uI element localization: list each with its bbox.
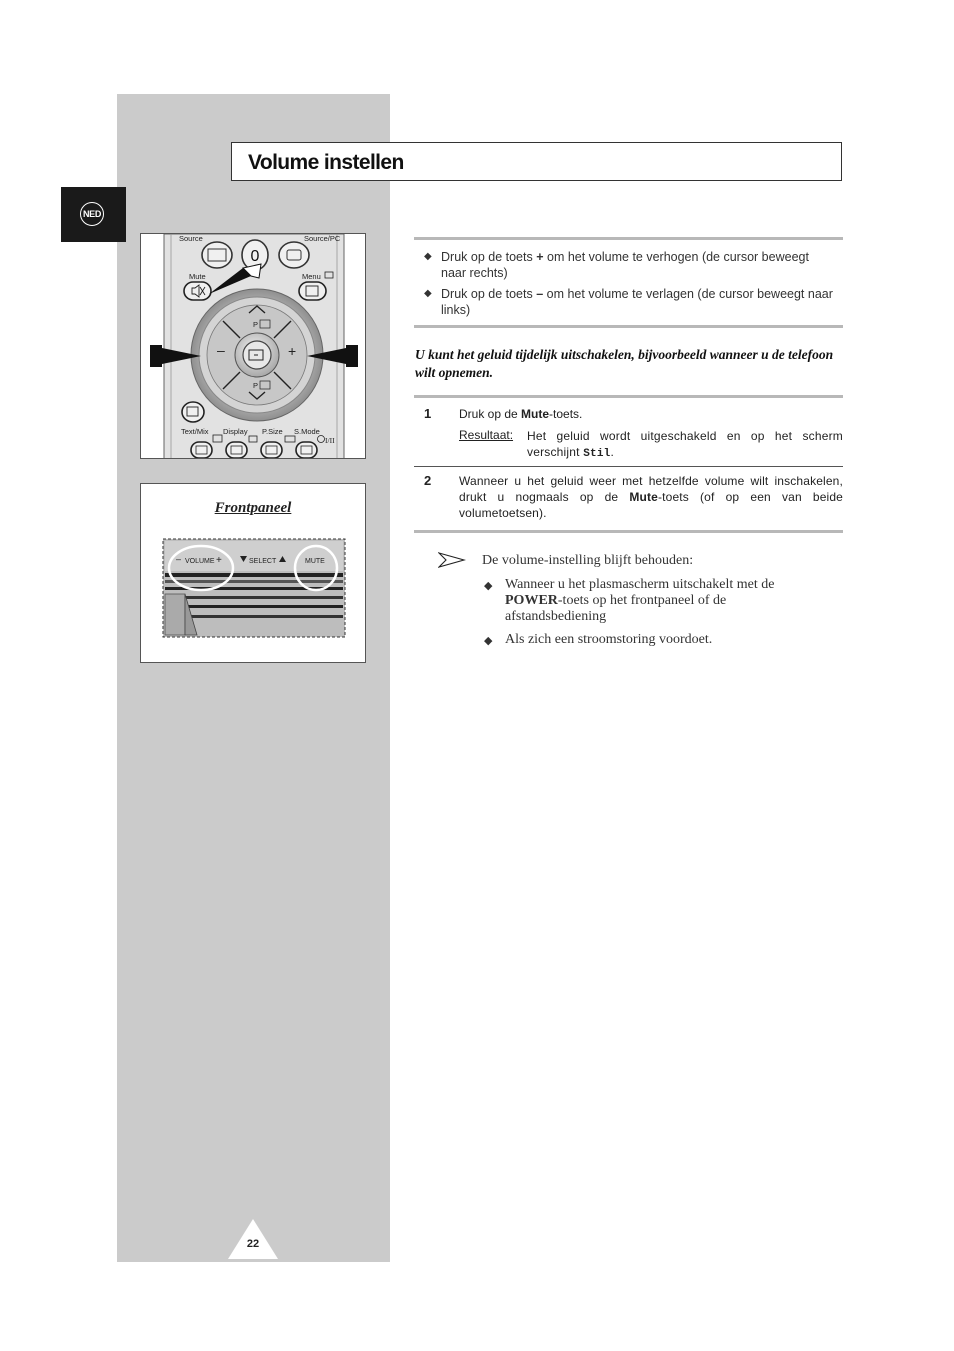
step-2-text: Wanneer u het geluid weer met hetzelfde volume wilt inschakelen, drukt u nogmaals op de Mute-toets (of op een van beide volumetoetsen).	[459, 474, 843, 520]
menu-label: Menu	[302, 272, 321, 281]
page-number: 22	[246, 1238, 260, 1250]
title-box	[231, 142, 842, 181]
step-1-text: Druk op de Mute-toets.	[459, 407, 583, 421]
diamond-bullet-icon: ◆	[484, 635, 493, 647]
display-button[interactable]	[226, 442, 247, 458]
source-button[interactable]	[202, 242, 232, 268]
smode-label: S.Mode	[294, 427, 320, 436]
front-mute-label: MUTE	[305, 558, 325, 565]
left-pointer-block	[150, 345, 162, 367]
step-1-number: 1	[424, 406, 432, 421]
rule-steps-top	[414, 395, 843, 398]
source-pc-button[interactable]	[279, 242, 309, 268]
diamond-bullet-icon: ◆	[424, 251, 432, 262]
display-label: Display	[223, 427, 248, 436]
source-label: Source	[179, 234, 203, 243]
tip-heading: De volume-instelling blijft behouden:	[482, 553, 694, 568]
rule-top	[414, 237, 843, 240]
tip-item-1: ◆ Wanneer u het plasmascherm uitschakelt met de POWER-toets op het frontpaneel of de afstandsbediening	[484, 577, 775, 624]
front-select-label: SELECT	[249, 558, 277, 565]
mute-label: Mute	[189, 272, 206, 281]
p-down-label: P	[253, 381, 259, 390]
zero-label: 0	[250, 248, 260, 265]
front-minus-label: –	[176, 554, 182, 564]
tip-item-2: ◆ Als zich een stroomstoring voordoet.	[484, 632, 713, 647]
text-mix-label: Text/Mix	[181, 427, 209, 436]
volume-plus-label: +	[288, 343, 297, 359]
step-1-result-label: Resultaat:	[459, 428, 514, 442]
mute-note: U kunt het geluid tijdelijk uitschakelen, bijvoorbeeld wanneer u de telefoon wilt opnemen.	[415, 347, 834, 380]
source-pc-label: Source/PC	[304, 234, 341, 243]
volume-minus-label: –	[217, 342, 225, 358]
psize-label: P.Size	[262, 427, 283, 436]
page-title: Volume instellen	[248, 151, 404, 174]
mute-button[interactable]	[184, 282, 211, 300]
tip-arrow-icon	[438, 552, 466, 568]
front-panel-title: Frontpaneel	[214, 500, 292, 516]
text-mix-button[interactable]	[182, 402, 204, 422]
front-panel-drawing	[141, 484, 367, 664]
rule-between-steps	[414, 466, 843, 467]
menu-button[interactable]	[299, 282, 326, 300]
diamond-bullet-icon: ◆	[424, 288, 432, 299]
front-plus-label: +	[216, 555, 222, 566]
diamond-bullet-icon: ◆	[484, 580, 493, 592]
front-volume-label: VOLUME	[185, 558, 215, 565]
front-panel-box	[140, 483, 366, 663]
rule-after-bullets	[414, 325, 843, 328]
psize-button[interactable]	[261, 442, 282, 458]
step-1-result-text: Het geluid wordt uitgeschakeld en op het scherm verschijnt Stil.	[527, 429, 843, 460]
volume-bullet-down: ◆ Druk op de toets – om het volume te verlagen (de cursor beweegt naar links)	[424, 287, 833, 317]
text-mix-bottom-button[interactable]	[191, 442, 212, 458]
smode-button[interactable]	[296, 442, 317, 458]
right-pointer-block	[346, 345, 358, 367]
remote-illustration	[140, 233, 366, 459]
dual-label: I/II	[325, 436, 335, 445]
remote-drawing	[141, 234, 366, 459]
volume-bullet-up: ◆ Druk op de toets + om het volume te verhogen (de cursor beweegt naar rechts)	[424, 250, 809, 280]
language-badge: NED	[80, 202, 104, 226]
rule-steps-bottom	[414, 530, 843, 533]
language-tab	[61, 187, 126, 242]
step-2-number: 2	[424, 473, 432, 488]
p-up-label: P	[253, 320, 259, 329]
